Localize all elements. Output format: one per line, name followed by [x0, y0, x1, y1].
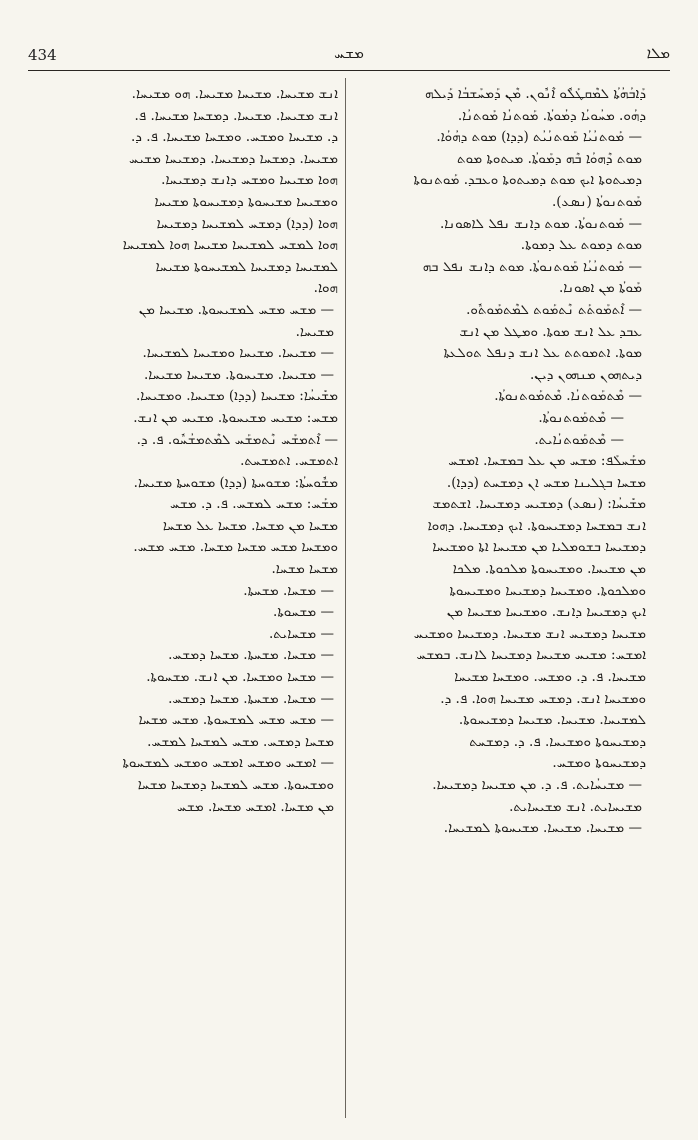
- sub-entry: [76, 343, 338, 365]
- text-line: ܐܢܫ ܡܫܝܚܐ. ܡܫܝܚܐ ܡܫܝܚܐ. ܗܘ ܡܫܝܚܐ.: [131, 86, 338, 102]
- text-line: ܐܢܫ ܒܡܫܚܐ ܕܡܫܝܚܘܬܐ. ܐܝܟ ܕܡܫܝܚܐ. ܕܗܘܐ: [427, 517, 646, 534]
- running-head-right-word: ܡܠܐ: [646, 44, 670, 62]
- text-line: ܕܡܫܝܚܘܬܐ ܘܡܫܝܚܐ. ܦ. ܕ. ܕܡܫܚܬ: [469, 733, 646, 750]
- sub-entry: [352, 430, 646, 452]
- text-line: — ܐܡܫܚ ܘܡܫܚ ܐܡܫܚ ܘܡܫܚ ܠܡܫܚܘܬܐ: [122, 755, 334, 772]
- text-line: — ܡܰܘܬܢܳܝܳܐ ܡܰܘܬܢܳܝܳܬ (ܕܕܐ) ܡܘܬ ܕܗܳܘܳܐ.: [436, 129, 642, 146]
- sub-entry: [352, 818, 646, 840]
- text-line: ܡܫܝܚܐܝܬ. ܐܢܫ ܡܫܝܚܐܝܬ.: [509, 798, 642, 815]
- text-line: — ܡܫܚܐ. ܡܫܚܬܐ.: [243, 582, 334, 599]
- dictionary-entry: [76, 386, 338, 408]
- text-line: ܘܡܠܟܘܬܐ. ܘܡܫܝܚܐ ܕܡܫܝܚܐ ܘܡܫܝܚܘܬܐ: [449, 582, 646, 599]
- text-line: ܡܢ ܡܫܚܐ. ܐܡܫܚ ܡܫܚܐ. ܡܫܚ: [176, 798, 334, 815]
- sub-entry: [76, 753, 338, 818]
- text-line: ܘܡܫܚܘܬܐ. ܡܫܚ ܠܡܫܚܐ ܕܡܫܚܐ ܡܫܚܐ: [137, 777, 334, 793]
- text-line: ܡܰܘܬܢܘܬܳܐ (ܢܣܥ).: [551, 193, 642, 210]
- text-line: — ܡܫܚ ܡܫܚ ܠܡܫܝܚܘܬܐ. ܡܫܝܚܐ ܡܢ: [138, 301, 334, 318]
- sub-entry: [76, 667, 338, 689]
- text-line: — ܡܰܘܬܢܘܬܳܐ. ܡܘܬ ܕܐܢܫ ܢܦܠ ܠܐܣܘܢܐ.: [440, 215, 642, 232]
- text-line: ܡܫܰܚ: ܡܫܚ ܠܡܫܚ. ܦ. ܕ. ܡܫܚ: [169, 496, 338, 513]
- sub-entry: [352, 775, 646, 818]
- sub-entry: [76, 645, 338, 667]
- sub-entry: [352, 386, 646, 408]
- dictionary-entry: [76, 473, 338, 495]
- running-head: [28, 40, 670, 70]
- text-line: ܡܫܝܚܐ. ܕܡܫܚܐ ܕܡܫܝܚܐ. ܕܡܫܝܚܐ ܡܫܝܚ: [128, 150, 338, 167]
- text-line: ܕ. ܡܫܝܚܐ ܘܡܫܚ. ܘܡܫܚܐ ܡܫܝܚܐ. ܦ. ܕ.: [131, 129, 338, 146]
- dictionary-entry: [352, 494, 646, 775]
- right-text-column: [352, 84, 646, 1120]
- text-line: ܕܡܫܝܚܐ ܒܫܘܡܠܝܐ ܡܢ ܡܫܝܚܐ ܐܬܐ ܘܡܫܝܚܐ: [432, 539, 646, 556]
- text-line: ܡܫܰܚܠܰܦ: ܡܫܚ ܡܢ ܥܠ ܒܡܫܚܐ. ܐܡܫܚ: [448, 453, 646, 470]
- sub-entry: [352, 300, 646, 386]
- text-line: — ܐܶܬܡܫܰܚ ܢܶܬܡܫܰܚ ܠܡܶܬܡܫܳܚܽܘ. ܦ. ܕ.: [136, 431, 338, 448]
- text-line: — ܡܶܬܡܰܘܬܢܳܐ. ܡܶܬܡܰܘܬܢܘܬܳܐ.: [494, 388, 642, 405]
- text-line: ܗܘܐ (ܕܕܐ) ܕܡܫܚ ܠܡܫܝܚܐ ܕܡܫܝܚܐ: [156, 215, 338, 232]
- sub-entry: [76, 300, 338, 343]
- text-line: ܐܝܟ ܕܡܫܝܚܐ ܕܐܢܫ. ܘܡܫܝܚܐ ܡܫܝܚܐ ܡܢ: [446, 604, 646, 621]
- left-text-column: [76, 84, 338, 1120]
- sub-entry: [76, 365, 338, 387]
- text-line: — ܡܫܚ ܡܫܚ ܠܡܫܚܘܬܐ. ܡܫܚ ܡܫܚܐ: [138, 712, 334, 729]
- page-number: 434: [28, 46, 57, 64]
- sub-entry: [76, 624, 338, 646]
- text-line: — ܡܫܚܐ. ܡܫܚܬܐ. ܡܫܚܐ ܕܡܫܚ.: [168, 647, 334, 664]
- text-line: ܡܫܚܐ ܒܓܠܝܢܐ ܡܫܚ ܐܢ ܕܡܫܚܬ (ܕܕܐ).: [446, 474, 646, 491]
- text-line: — ܡܫܝܚܳܐܝܬ. ܦ. ܕ. ܡܢ ܡܫܝܚܐ ܕܡܫܝܚܐ.: [432, 777, 642, 793]
- text-line: ܗܘܐ ܡܫܝܚܐ ܘܡܫܚ ܕܐܢܫ ܕܡܫܝܚܐ.: [161, 172, 338, 189]
- sub-entry: [352, 408, 646, 430]
- text-line: ܘܡܫܝܚܐ ܡܫܝܚܘܬܐ ܕܡܫܝܚܘܬܐ ܡܫܝܚܐ: [154, 193, 338, 210]
- sub-entry: [76, 689, 338, 711]
- sub-entry: [76, 581, 338, 603]
- text-line: ܡܫܚܐ ܡܢ ܡܫܚܐ. ܡܫܚܐ ܥܠ ܡܫܚܐ: [162, 517, 338, 534]
- text-line: ܘܡܫܝܚܐ ܐܢܫ. ܕܡܫܚ ܡܫܝܚܐ ܗܘܐ. ܦ. ܕ.: [440, 690, 646, 707]
- text-line: ܡܫܽܘܚܬܳܐ: ܡܫܘܚܬܐ (ܕܕܐ) ܡܫܘܚܬܐ ܡܫܝܚܐ.: [133, 474, 338, 491]
- text-line: ܡܫܝܚܐ ܕܡܫܝܚ ܐܢܫ ܡܫܝܚܐ. ܕܡܫܝܚܐ ܘܡܫܝܚ: [413, 625, 646, 642]
- text-line: — ܡܫܚܘܬܐ.: [273, 604, 334, 621]
- text-line: ܡܘܬ ܕܶܗܘܳܐ ܒܶܗ ܕܡܰܘܬܳܐ. ܡܝܬܘܬܐ ܡܘܬ: [457, 150, 642, 167]
- header-rule: [28, 70, 670, 71]
- text-line: ܡܫܚ: ܡܫܝܚ ܡܫܝܚܘܬܐ. ܡܫܝܚ ܡܢ ܐܢܫ.: [133, 409, 338, 426]
- text-line: ܐܡܫܚ: ܡܫܝܚ ܡܫܝܚܐ ܕܡܫܝܚܐ ܠܐܢܫ. ܒܡܫܚ: [416, 647, 646, 664]
- text-line: ܡܫܝܚܐ. ܦ. ܕ. ܘܡܫܚ. ܘܡܫܚܐ ܡܫܝܚܐ: [454, 669, 646, 686]
- text-line: ܡܫܚܐ ܕܡܫܚ. ܡܫܚ ܠܡܫܚܐ ܠܡܫܚ.: [147, 733, 334, 750]
- sub-entry: [76, 602, 338, 624]
- sub-entry: [76, 710, 338, 753]
- text-line: ܕܗܳܘ. ܡܚܳܘܝܳܐ ܕܡܳܘܬܳܐ. ܡܰܘܬܢܳܐ ܡܰܘܬܢܳܐ.: [457, 107, 646, 124]
- text-line: ܠܡܫܝܚܐ. ܡܫܝܚܐ. ܡܫܝܚܐ ܕܡܫܝܚܘܬܐ.: [458, 712, 646, 729]
- text-line: — ܡܰܘܬܢܳܝܳܐ ܡܰܘܬܢܘܬܳܐ. ܡܘܬ ܕܐܢܫ ܢܦܠ ܒܗ: [422, 258, 642, 275]
- dictionary-entry: [76, 494, 338, 580]
- text-line: ܕܰܐܒܳܗܳܬܳܐ ܠܡܶܩܛܰܠܽܘ ܐܶܢܽܘܢ. ܡܶܢ ܕܰܡܚܰܫܒܳܐ ܕܰܝܠܗ: [425, 86, 646, 102]
- dictionary-entry: [352, 451, 646, 494]
- text-line: ܥܒܕ ܥܠ ܐܢܫ ܡܘܬܐ. ܘܡܛܠ ܡܢ ܐܢܫ: [459, 323, 642, 340]
- text-line: — ܡܫܝܚܐ. ܡܫܝܚܐ. ܡܫܝܚܘܬܐ ܠܡܫܝܚܐ.: [443, 820, 642, 837]
- text-line: ܗܘܐ ܠܡܫܚ ܠܡܫܝܚܐ ܡܫܝܚܐ ܗܘܐ ܠܡܫܝܚܐ: [122, 237, 338, 254]
- text-line: — ܡܫܝܚܐ. ܡܫܝܚܘܬܐ. ܡܫܝܚܐ ܡܫܝܚܐ.: [143, 366, 334, 383]
- entry-continuation: [76, 84, 338, 300]
- text-line: ܡܫܝܚܐ.: [295, 323, 334, 340]
- sub-entry: [352, 127, 646, 213]
- text-line: ܡܢ ܡܫܝܚܐ. ܘܡܫܝܚܘܬܐ ܡܠܟܘܬܐ. ܡܠܟܐ: [452, 561, 646, 578]
- running-head-center-word: ܡܫܚ: [334, 44, 364, 62]
- text-line: ܘܡܫܚܐ ܡܫܚ ܡܫܚܐ ܡܫܚܐ. ܡܫܚ ܡܫܚ.: [133, 539, 338, 556]
- text-line: ܠܡܫܝܚܐ ܕܡܫܝܚܐ ܠܡܫܝܚܘܬܐ ܡܫܝܚܐ: [155, 258, 338, 275]
- text-line: ܡܰܘܬܳܐ ܡܢ ܐܣܘܢܐ.: [558, 280, 642, 297]
- text-line: ܐܬܡܫܚ. ܐܬܡܫܚܬ.: [240, 453, 338, 470]
- text-line: ܕܡܝܬܘܬܐ ܐܝܟ ܡܘܬ ܕܡܝܬܘܬܐ ܘܥܒܕ. ܡܰܘܬܢܘܬܐ: [413, 172, 642, 189]
- text-line: ܕܝܬܗܘܢ ܡܢܗܘܢ ܕܝܢ.: [530, 366, 642, 383]
- text-line: ܡܘܬ ܕܡܘܬ ܥܠ ܕܡܘܬܐ.: [520, 237, 642, 254]
- entry-continuation: [352, 84, 646, 127]
- text-line: — ܐܶܬܡܰܘܬܰܬ ܢܶܬܡܰܘܬ ܠܡܶܬܡܰܘܬܽܘ.: [466, 301, 642, 318]
- text-line: ܕܡܫܝܚܘܬܐ ܘܡܫܚ.: [552, 755, 646, 772]
- text-line: — ܡܫܚܐܝܬ.: [268, 625, 334, 642]
- text-line: ܐܢܫ ܡܫܝܚܐ. ܡܫܝܚܐ. ܕܡܫܚܐ ܡܫܝܚܐ. ܦ.: [134, 107, 338, 124]
- dictionary-entry: [76, 408, 338, 473]
- text-line: — ܡܫܚܐ ܘܡܫܚܐ. ܡܢ ܐܢܫ. ܡܫܚܘܬܐ.: [146, 669, 334, 686]
- text-line: ܡܫܺܝܚܳܐ: (ܢܣܥ) ܕܡܫܝܚ ܕܡܫܝܚܐ. ܐܫܬܡܫ: [432, 496, 646, 513]
- text-line: ܡܫܺܝܚܳܐ: ܡܫܝܚܐ (ܕܕܐ) ܡܫܝܚܐ. ܘܡܫܝܚܐ.: [135, 388, 338, 405]
- column-divider: [345, 78, 346, 1118]
- text-line: — ܡܫܝܚܐ. ܡܫܝܚܐ ܘܡܫܝܚܐ ܠܡܫܝܚܐ.: [142, 345, 334, 362]
- text-line: — ܡܶܬܡܰܘܬܢܘܬܳܐ.: [538, 409, 624, 426]
- text-line: — ܡܫܚܐ. ܡܫܚܬܐ. ܡܫܚܐ ܕܡܫܚ.: [168, 690, 334, 707]
- text-line: ܡܫܚܐ ܡܫܚܐ.: [271, 561, 338, 578]
- text-line: ܡܘܬܐ. ܐܬܡܘܬܬ ܥܠ ܐܢܫ ܕܢܦܠ ܬܘܠܥܬܐ: [443, 345, 642, 362]
- text-line: — ܡܶܬܡܰܘܬܢܳܐܝܬ.: [534, 431, 624, 448]
- text-line: ܗܘܐ.: [313, 280, 338, 297]
- sub-entry: [352, 257, 646, 300]
- sub-entry: [352, 214, 646, 257]
